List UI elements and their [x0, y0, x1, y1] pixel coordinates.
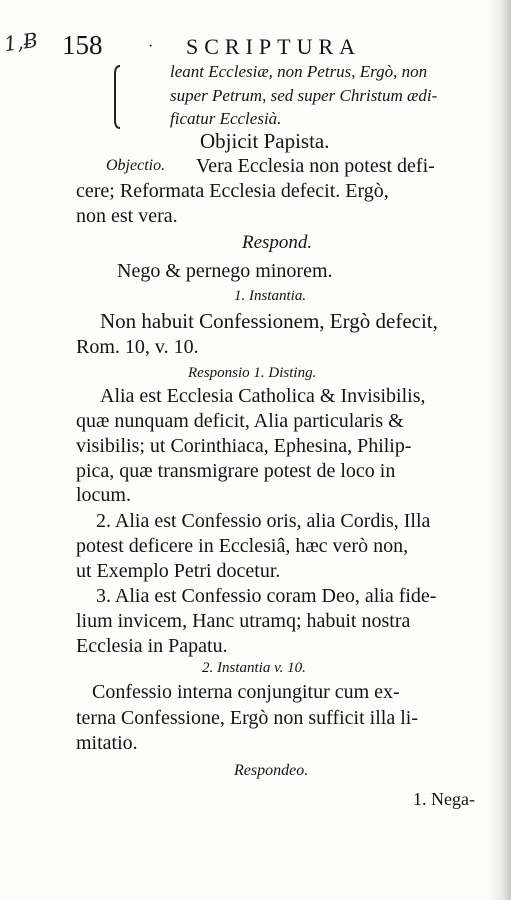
instantia-1-line-2: Rom. 10, v. 10. — [76, 336, 199, 358]
responsio-line-2: quæ nunquam deficit, Alia particularis & — [76, 410, 404, 432]
responsio-line-1: Alia est Ecclesia Catholica & Invisibilis, — [100, 385, 426, 407]
instantia-1-heading: 1. Instantia. — [234, 288, 307, 304]
nego-line: Nego & pernego minorem. — [117, 260, 333, 282]
responsio-line-7: potest deficere in Ecclesiâ, hæc verò non, — [76, 535, 409, 557]
responsio-line-10: lium invicem, Hanc utramq; habuit nostra — [76, 610, 411, 632]
catchword: 1. Nega- — [413, 789, 475, 809]
handwritten-note: 1,Ƀ — [2, 27, 40, 57]
responsio-line-4: pica, quæ transmigrare potest de loco in — [76, 460, 396, 482]
page-number: 158 — [62, 30, 103, 60]
quote-line-1: leant Ecclesiæ, non Petrus, Ergò, non — [170, 62, 428, 81]
quote-line-2: super Petrum, sed super Christum ædi- — [170, 86, 438, 105]
instantia-2-line-1: Confessio interna conjungitur cum ex- — [92, 681, 400, 703]
objectio-line-2: cere; Reformata Ecclesia defecit. Ergò, — [76, 180, 389, 202]
header-ornament-dot: · — [148, 38, 154, 55]
page-edge-shadow — [489, 0, 511, 900]
respondeo-heading: Respondeo. — [234, 762, 309, 779]
objectio-label: Objectio. — [106, 157, 166, 174]
respond-heading: Respond. — [242, 232, 313, 253]
responsio-line-8: ut Exemplo Petri docetur. — [76, 560, 281, 582]
responsio-line-9: 3. Alia est Confessio coram Deo, alia fide- — [96, 585, 437, 607]
instantia-2-heading: 2. Instantia v. 10. — [202, 660, 306, 676]
objectio-line-3: non est vera. — [76, 205, 178, 227]
running-head: SCRIPTURA — [186, 34, 362, 59]
responsio-line-3: visibilis; ut Corinthiaca, Ephesina, Philip- — [76, 435, 412, 457]
objectio-line-1: Vera Ecclesia non potest defi- — [196, 155, 435, 177]
instantia-2-line-2: terna Confessione, Ergò non sufficit illa li- — [76, 707, 418, 729]
objicit-heading: Objicit Papista. — [200, 129, 330, 153]
quote-line-3: ficatur Ecclesià. — [170, 109, 282, 128]
margin-bracket-icon — [112, 64, 122, 130]
responsio-heading: Responsio 1. Disting. — [188, 365, 317, 381]
responsio-line-5: locum. — [76, 484, 131, 506]
instantia-1-line-1: Non habuit Confessionem, Ergò defecit, — [100, 309, 438, 333]
instantia-2-line-3: mitatio. — [76, 732, 138, 754]
responsio-line-11: Ecclesia in Papatu. — [76, 635, 228, 657]
responsio-line-6: 2. Alia est Confessio oris, alia Cordis, Illa — [96, 510, 431, 532]
